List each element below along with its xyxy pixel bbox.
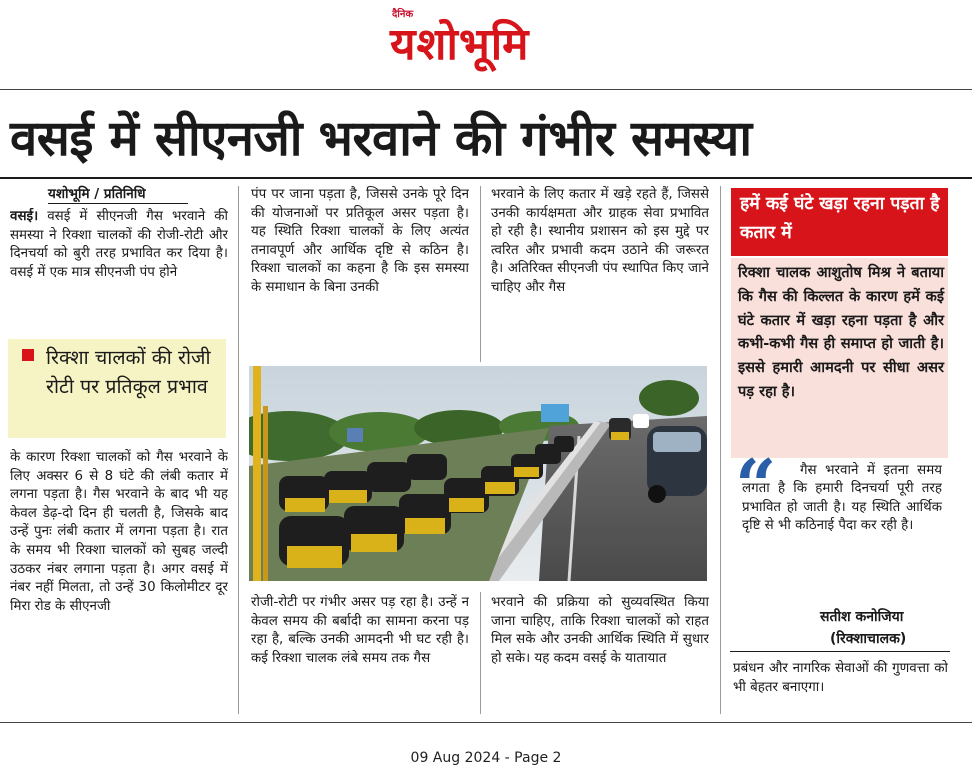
column-1-bottom	[10, 449, 228, 713]
masthead-rule	[0, 89, 972, 90]
column-divider-1b	[238, 592, 239, 714]
column-3-bottom-text: भरवाने की प्रक्रिया को सुव्यवस्थित किया जाना चाहिए, ताकि रिक्शा चालकों को राहत मिल सके और उनकी आर्थिक स्थिति में सुधार हो सके। यह कदम वसई के यातायात	[491, 595, 709, 666]
column-1-bottom-text: के कारण रिक्शा चालकों को गैस भरवाने के लिए अक्सर 6 से 8 घंटे की लंबी कतार में लगना पड़ता है। गैस भरवाने के बाद भी यह केवल डेढ़-दो दिन ही चलती है, जिसके बाद उन्हें पुनः लंबी कतार में लगना पड़ता है। रात के समय भी रिक्शा चालकों को सुबह जल्दी उठकर नंबर लगाना पड़ता है। अगर वसई में नंबर नहीं मिलता, तो उन्हें 30 किलोमीटर दूर मिरा रोड के सीएनजी	[10, 450, 228, 614]
byline-underline	[48, 203, 188, 204]
news-photo	[249, 366, 707, 581]
column-2-bottom	[251, 594, 469, 712]
column-2-top	[251, 186, 469, 358]
column-4-bottom	[733, 660, 948, 697]
page-bottom-rule	[0, 722, 972, 723]
column-divider-2b	[480, 592, 481, 714]
column-1-top-text: वसई में सीएनजी गैस भरवाने की समस्या ने रिक्शा चालकों की रोजी-रोटी और दिनचर्या को बुरी तरह प्रभावित कर दिया है। वसई में एक मात्र सीएनजी पंप होने	[10, 209, 228, 280]
cng-queue-photo	[249, 366, 707, 581]
dateline: वसई।	[10, 209, 39, 224]
quote-author-name: सतीश कनोजिया	[820, 609, 904, 625]
highlight-bullet	[22, 349, 34, 361]
masthead-logo: यशोभूमि	[390, 19, 530, 70]
column-2-top-text: पंप पर जाना पड़ता है, जिससे उनके पूरे दिन की योजनाओं पर प्रतिकूल असर पड़ता है। यह स्थिति रिक्शा चालकों के लिए अत्यंत तनावपूर्ण और आर्थिक दृष्टि से कठिन है। रिक्शा चालकों का कहना है कि इस समस्या के समाधान के बिना उनकी	[251, 187, 469, 295]
column-3-bottom	[491, 594, 709, 712]
quote-author-role: (रिक्शाचालक)	[830, 631, 907, 647]
column-3-top-text: भरवाने के लिए कतार में खड़े रहते हैं, जिससे उनकी कार्यक्षमता और ग्राहक सेवा प्रभावित हो रही है। स्थानीय प्रशासन को इस मुद्दे पर त्वरित और प्रभावी कदम उठाने की जरूरत है। अतिरिक्त सीएनजी पंप स्थापित किए जाने चाहिए और गैस	[491, 187, 709, 295]
headline: वसई में सीएनजी भरवाने की गंभीर समस्या	[10, 110, 752, 167]
sidebar-statement-text: रिक्शा चालक आशुतोष मिश्र ने बताया कि गैस की किल्लत के कारण हमें कई घंटे कतार में खड़ा रहना पड़ता है और कभी-कभी गैस ही समाप्त हो जाती है। इससे हमारी आमदनी पर सीधा असर पड़ रहा है।	[738, 264, 944, 400]
highlight-text: रिक्शा चालकों की रोजी रोटी पर प्रतिकूल प्रभाव	[46, 346, 211, 398]
column-divider-2	[480, 186, 481, 362]
page-footer: 09 Aug 2024 - Page 2	[410, 750, 562, 766]
masthead-small-label: दैनिक	[392, 9, 414, 20]
column-4-bottom-text: प्रबंधन और नागरिक सेवाओं की गुणवत्ता को भी बेहतर बनाएगा।	[733, 661, 948, 695]
column-1-top	[10, 208, 228, 324]
quote-underline	[730, 651, 950, 652]
column-divider-3	[720, 186, 721, 714]
column-2-bottom-text: रोजी-रोटी पर गंभीर असर पड़ रहा है। उन्हें न केवल समय की बर्बादी का सामना करना पड़ रहा है, बल्कि उनकी आमदनी भी घट रही है। कई रिक्शा चालक लंबे समय तक गैस	[251, 595, 469, 666]
quote-text: गैस भरवाने में इतना समय लगता है कि हमारी दिनचर्या पूरी तरह प्रभावित हो जाती है। यह स्थिति आर्थिक दृष्टि से भी कठिनाई पैदा कर रही है।	[742, 463, 942, 534]
byline: यशोभूमि / प्रतिनिधि	[48, 186, 146, 202]
quote-mark-icon: “	[735, 443, 777, 528]
sidebar-banner-text: हमें कई घंटे खड़ा रहना पड़ता है कतार में	[740, 194, 940, 243]
column-3-top	[491, 186, 709, 358]
headline-rule	[0, 177, 972, 179]
